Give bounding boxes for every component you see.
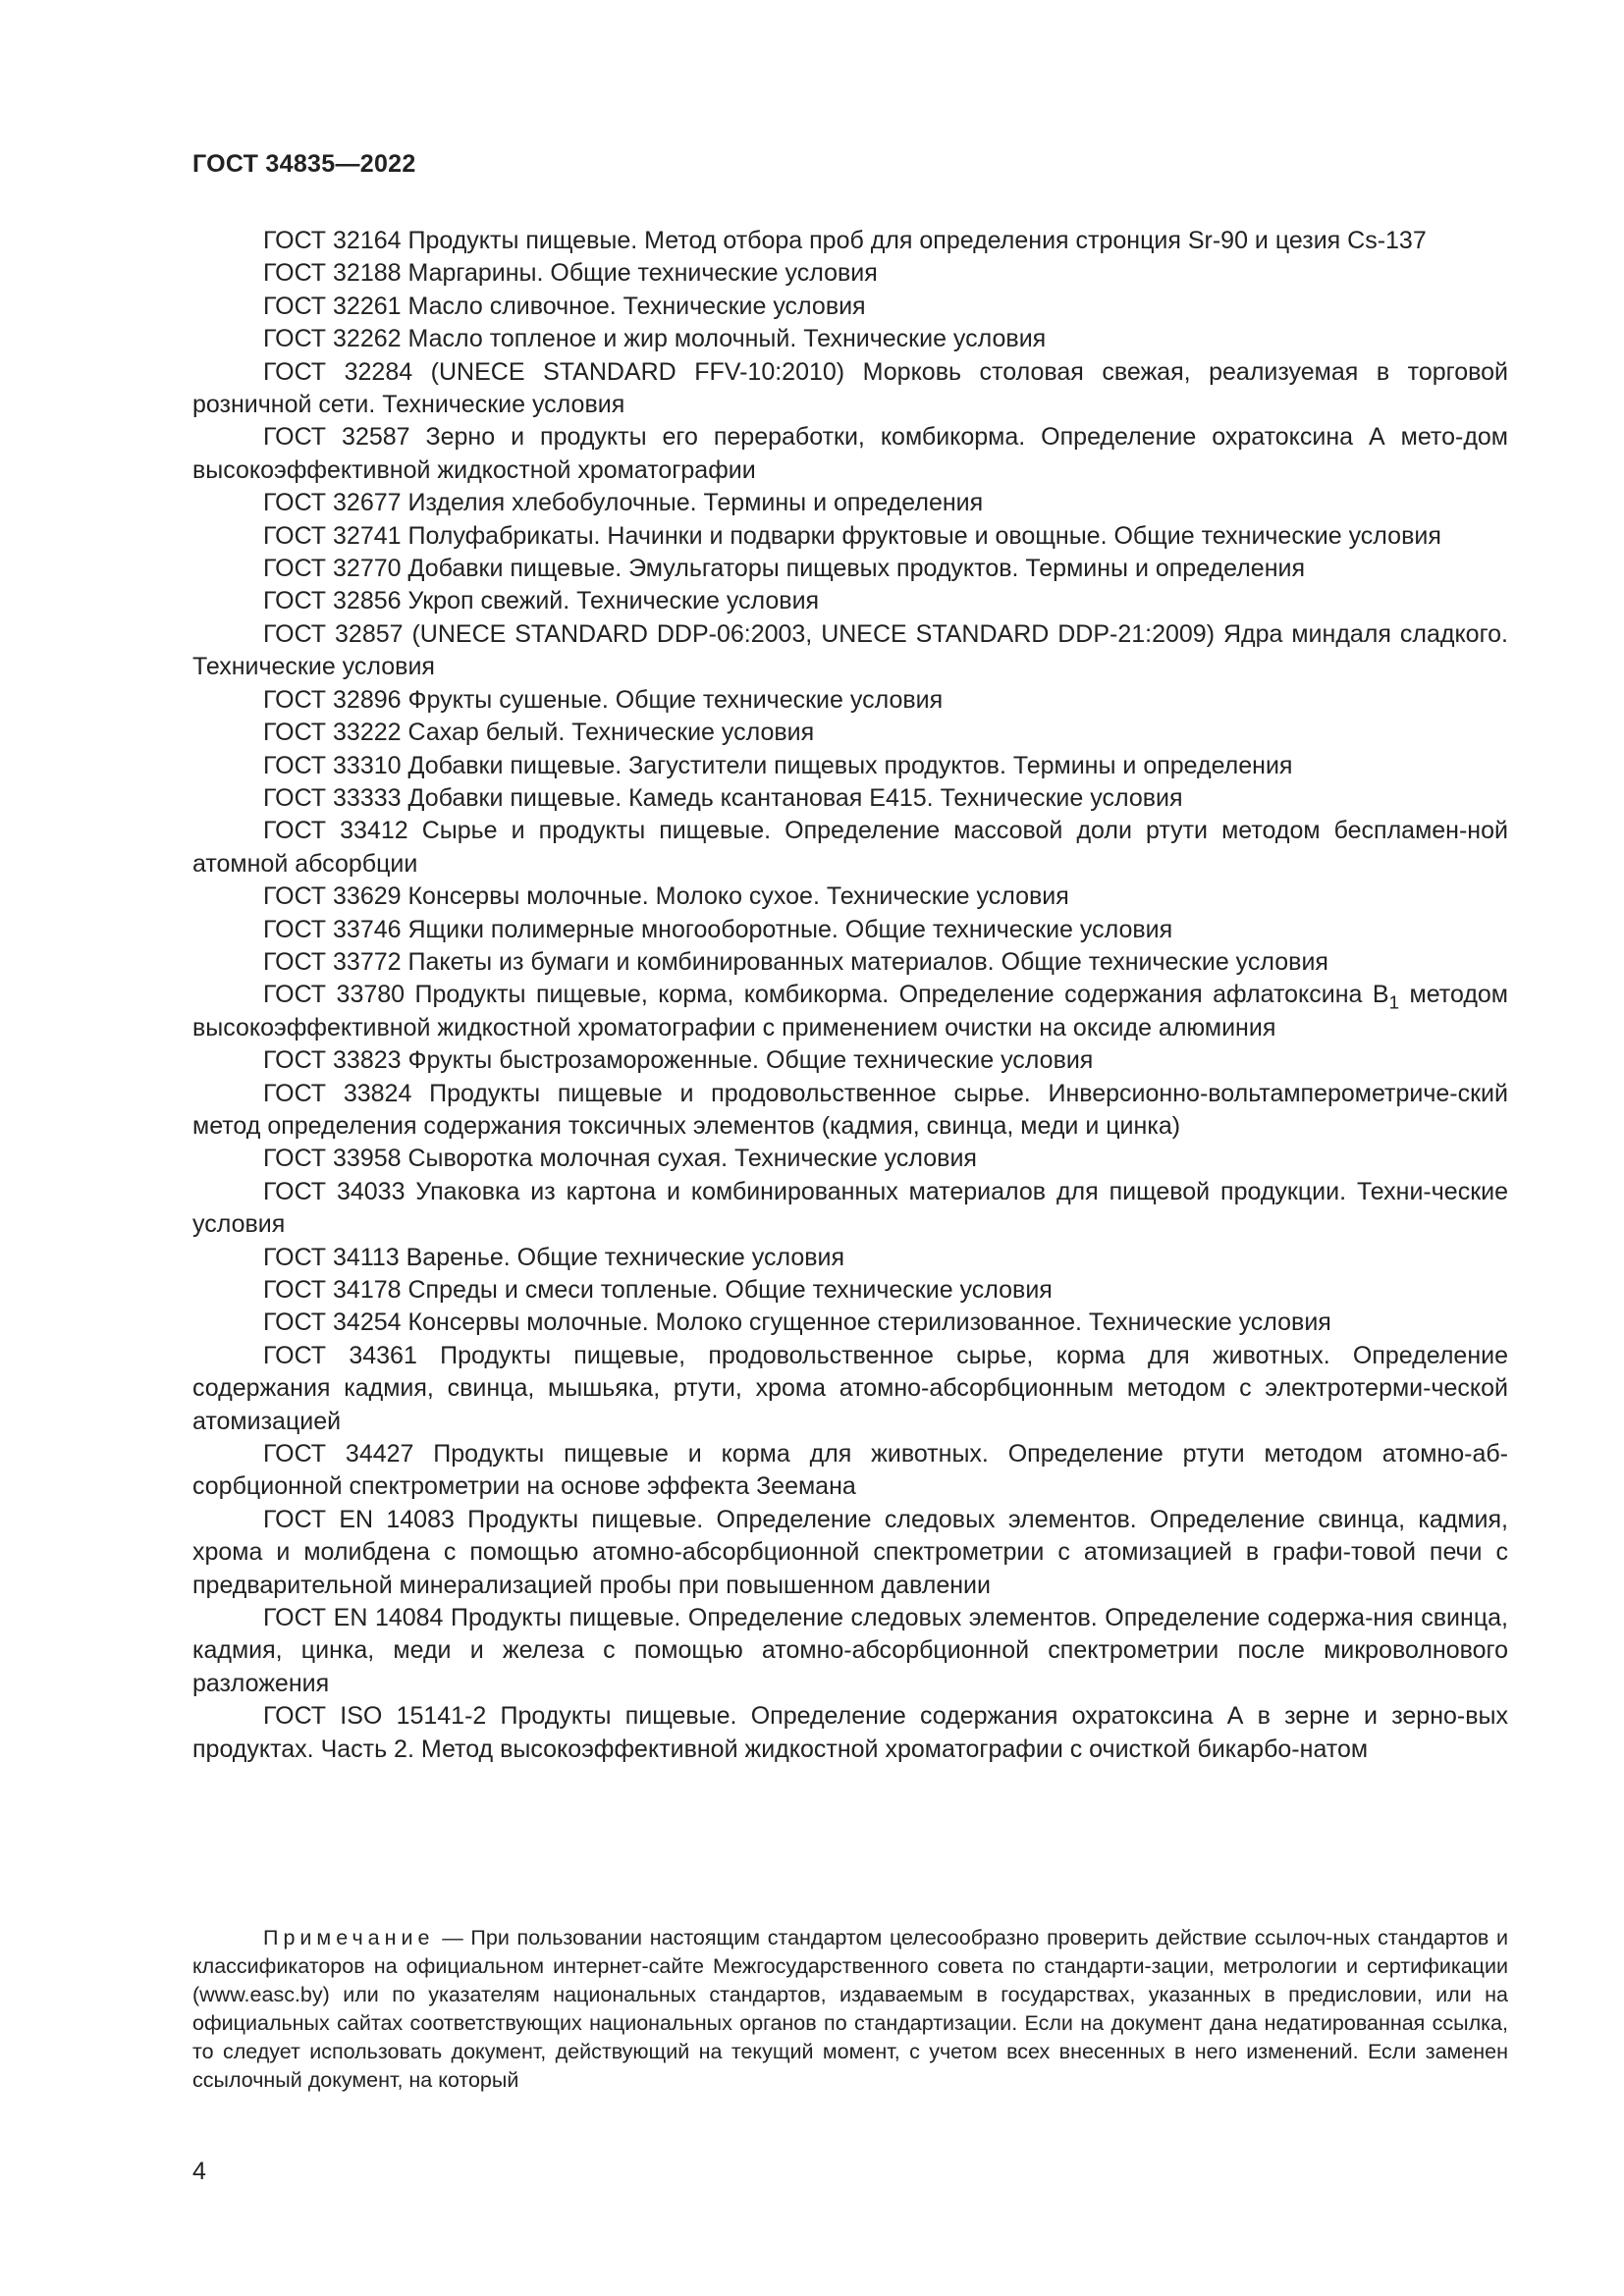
reference-item: ГОСТ 32896 Фрукты сушеные. Общие технические условия [263,685,944,714]
reference-item: ГОСТ 33746 Ящики полимерные многооборотные. Общие технические условия [263,915,1173,943]
reference-item: ГОСТ ISO 15141-2 Продукты пищевые. Определение содержания охратоксина А в зерне и зерно-вых продуктах. Часть 2. Метод высокоэффективной жидкостной хроматографии с очисткой бикарбо-натом [192,1702,1508,1763]
standard-header: ГОСТ 34835—2022 [192,150,416,178]
reference-item: ГОСТ 33824 Продукты пищевые и продовольственное сырье. Инверсионно-вольтамперометриче-ский метод определения содержания токсичных элементов (кадмия, свинца, меди и цинка) [192,1079,1508,1140]
reference-item: ГОСТ 32857 (UNECE STANDARD DDP-06:2003, UNECE STANDARD DDP-21:2009) Ядра миндаля сладкого. Технические условия [192,619,1508,681]
note-text: — При пользовании настоящим стандартом целесообразно проверить действие ссылоч-ных стандартов и классификаторов на официальном интернет-сайте Межгосударственного совета по стандарти-зации, метрологии и сертификации (www.easc.by) или по указателям национальных стандартов, издаваемым в государствах, указанных в предисловии, или на официальных сайтах соответствующих национальных органов по стандартизации. Если на документ дана недатированная ссылка, то следует использовать документ, действующий на текущий момент, с учетом всех внесенных в него изменений. Если заменен ссылочный документ, на который [192,1926,1508,2092]
reference-item: ГОСТ 32770 Добавки пищевые. Эмульгаторы пищевых продуктов. Термины и определения [263,555,1306,583]
reference-item: ГОСТ 33958 Сыворотка молочная сухая. Технические условия [263,1145,977,1173]
reference-item: ГОСТ EN 14083 Продукты пищевые. Определение следовых элементов. Определение свинца, кадмия, хрома и молибдена с помощью атомно-абсорбционной спектрометрии с атомизацией в графи-товой печи с предварительной минерализацией пробы при повышенном давлении [192,1505,1508,1599]
reference-item: ГОСТ 34361 Продукты пищевые, продовольственное сырье, корма для животных. Определение содержания кадмия, свинца, мышьяка, ртути, хрома атомно-абсорбционным методом с электротерми-ческой атомизацией [192,1341,1508,1435]
reference-item: ГОСТ 34178 Спреды и смеси топленые. Общие технические условия [263,1276,1053,1304]
reference-item: ГОСТ 33333 Добавки пищевые. Камедь ксантановая Е415. Технические условия [263,783,1183,812]
normative-references-list [192,225,1508,1766]
reference-item: ГОСТ 32677 Изделия хлебобулочные. Термины и определения [263,489,984,517]
reference-item: ГОСТ 33310 Добавки пищевые. Загустители пищевых продуктов. Термины и определения [263,751,1293,779]
reference-item: ГОСТ 33222 Сахар белый. Технические условия [263,719,815,747]
reference-item: ГОСТ 34033 Упаковка из картона и комбинированных материалов для пищевой продукции. Техни-ческие условия [192,1177,1508,1239]
reference-item: ГОСТ 32284 (UNECE STANDARD FFV-10:2010) Морковь столовая свежая, реализуемая в торговой розничной сети. Технические условия [192,357,1508,419]
reference-item: ГОСТ 33629 Консервы молочные. Молоко сухое. Технические условия [263,882,1069,911]
reference-item: ГОСТ 32261 Масло сливочное. Технические условия [263,292,866,320]
reference-item: ГОСТ 33823 Фрукты быстрозамороженные. Общие технические условия [263,1046,1094,1075]
reference-item: ГОСТ 34113 Варенье. Общие технические условия [263,1243,845,1271]
reference-item: ГОСТ 33772 Пакеты из бумаги и комбинированных материалов. Общие технические условия [263,947,1328,976]
reference-text: ГОСТ 33780 Продукты пищевые, корма, комбикорма. Определение содержания афлатоксина В [263,981,1389,1009]
reference-item: ГОСТ EN 14084 Продукты пищевые. Определение следовых элементов. Определение содержа-ния свинца, кадмия, цинка, меди и железа с помощью атомно-абсорбционной спектрометрии после микроволнового разложения [192,1604,1508,1697]
reference-item: ГОСТ 32587 Зерно и продукты его переработки, комбикорма. Определение охратоксина А мето-дом высокоэффективной жидкостной хроматографии [192,423,1508,484]
reference-item: ГОСТ 32262 Масло топленое и жир молочный. Технические условия [263,325,1047,353]
note-label: Примечание [263,1926,435,1949]
reference-item: ГОСТ 32164 Продукты пищевые. Метод отбора проб для определения стронция Sr-90 и цезия Cs-137 [263,227,1427,254]
reference-item: ГОСТ 32741 Полуфабрикаты. Начинки и подварки фруктовые и овощные. Общие технические условия [263,521,1441,550]
subscript-index: 1 [1388,991,1400,1013]
reference-item: ГОСТ 32188 Маргарины. Общие технические условия [263,259,878,288]
reference-item: ГОСТ 32856 Укроп свежий. Технические условия [263,587,820,615]
reference-item [192,979,1508,1044]
reference-item: ГОСТ 34254 Консервы молочные. Молоко сгущенное стерилизованное. Технические условия [263,1308,1331,1337]
reference-text-continued: методом высокоэффективной жидкостной хроматографии с применением очистки на оксиде алюминия [192,981,1508,1041]
reference-item: ГОСТ 34427 Продукты пищевые и корма для животных. Определение ртути методом атомно-аб-сорбционной спектрометрии на основе эффекта Зеемана [192,1440,1508,1501]
page-number: 4 [192,2158,206,2185]
reference-item: ГОСТ 33412 Сырье и продукты пищевые. Определение массовой доли ртути методом беспламен-ной атомной абсорбции [192,817,1508,878]
note-paragraph [192,1924,1508,2095]
